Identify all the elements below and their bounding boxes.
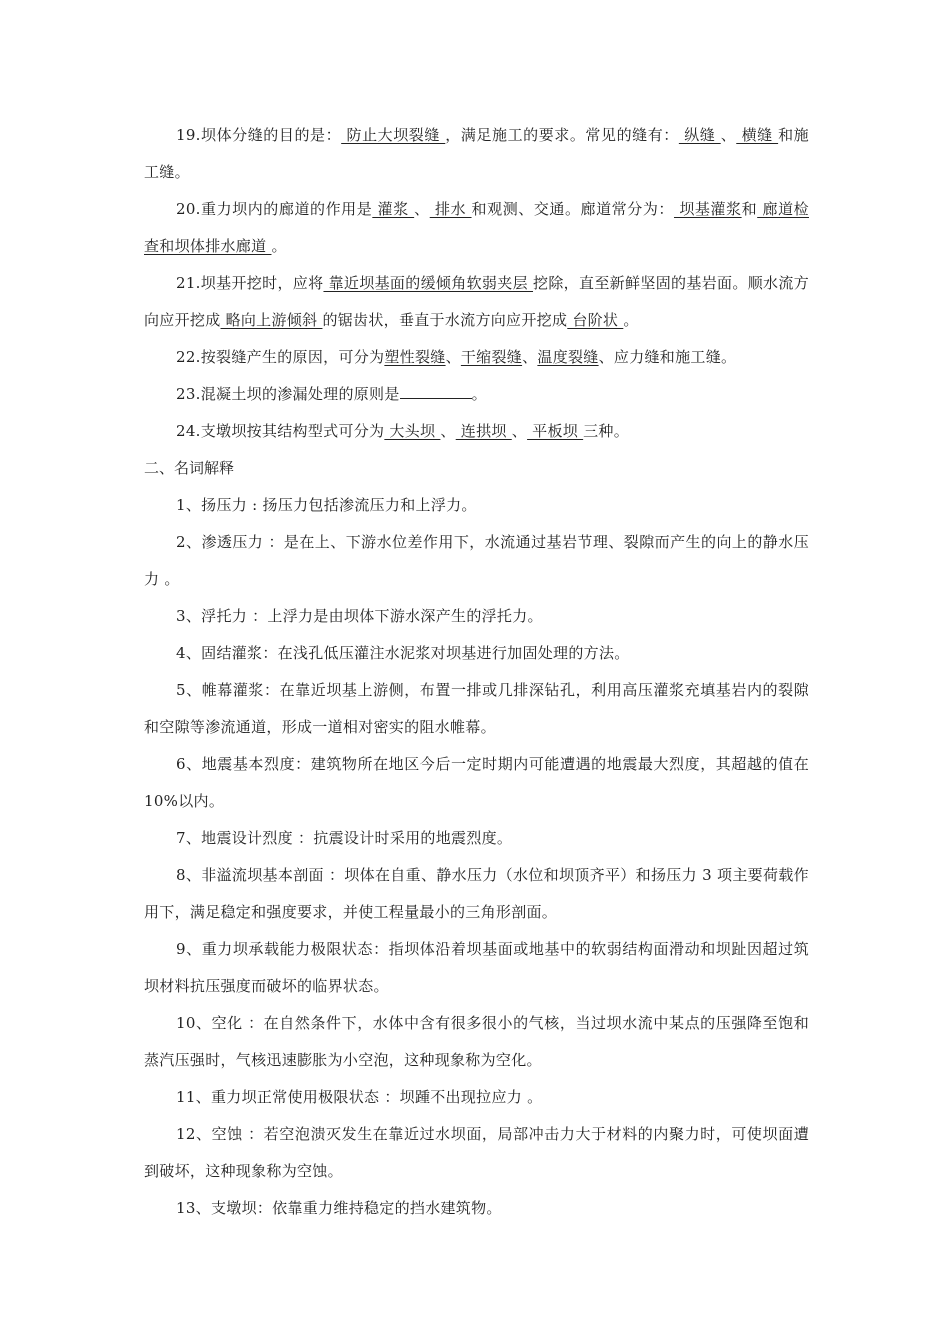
term-definition: 9、重力坝承载能力极限状态：指坝体沿着坝基面或地基中的软弱结构面滑动和坝趾因超过筑坝材料抗压强度而破坏的临界状态。 <box>144 940 809 995</box>
question-text: 。 <box>623 311 639 329</box>
term-definition: 5、帷幕灌浆：在靠近坝基上游侧，布置一排或几排深钻孔，利用高压灌浆充填基岩内的裂隙和空隙等渗流通道，形成一道相对密实的阻水帷幕。 <box>144 681 809 736</box>
term-definition: 1、扬压力 : 扬压力包括渗流压力和上浮力。 <box>176 496 477 514</box>
answer-underlined: 大头坝 <box>384 422 441 440</box>
answer-blank <box>400 384 472 399</box>
term-definition: 12、空蚀 ：若空泡溃灭发生在靠近过水坝面，局部冲击力大于材料的内聚力时，可使坝面遭到破坏，这种现象称为空蚀。 <box>144 1125 809 1180</box>
answer-underlined: 灌浆 <box>372 200 415 218</box>
answer-underlined: 平板坝 <box>527 422 584 440</box>
answer-underlined: 防止大坝裂缝 <box>341 126 446 144</box>
question-text: 21.坝基开挖时，应将 <box>176 274 324 292</box>
document-body <box>144 117 809 1227</box>
question-text: 22.按裂缝产生的原因，可分为 <box>176 348 385 366</box>
term-definition: 11、重力坝正常使用极限状态 ：坝踵不出现拉应力 。 <box>176 1088 543 1106</box>
question-text: 23.混凝土坝的渗漏处理的原则是 <box>176 385 400 403</box>
answer-underlined: 连拱坝 <box>455 422 512 440</box>
question-23 <box>144 376 809 413</box>
question-text: 的锯齿状，垂直于水流方向应开挖成 <box>322 311 568 329</box>
question-text: 20.重力坝内的廊道的作用是 <box>176 200 373 218</box>
term-definition: 8、非溢流坝基本剖面 ：坝体在自重、静水压力（水位和坝顶齐平）和扬压力 3 项主要荷载作用下，满足稳定和强度要求，并使工程量最小的三角形剖面。 <box>144 866 809 921</box>
answer-underlined: 排水 <box>429 200 472 218</box>
question-text: 19.坝体分缝的目的是： <box>176 126 342 144</box>
answer-underlined: 坝基灌浆 <box>673 200 742 218</box>
question-text: 和 <box>741 200 758 218</box>
answer-underlined: 横缝 <box>736 126 779 144</box>
question-text: 、 <box>414 200 430 218</box>
term-definition: 13、支墩坝：依靠重力维持稳定的挡水建筑物。 <box>176 1199 502 1217</box>
answer-underlined: 靠近坝基面的缓倾角软弱夹层 <box>323 274 534 292</box>
question-24 <box>144 413 809 450</box>
answer-underlined: 干缩裂缝 <box>460 348 523 366</box>
term-definition: 4、固结灌浆：在浅孔低压灌注水泥浆对坝基进行加固处理的方法。 <box>176 644 630 662</box>
question-text: 挖除，直至新鲜坚固的基岩面。顺水流方向应开挖成 <box>144 274 809 329</box>
question-text: 、 <box>440 422 456 440</box>
question-text: 、应力缝和施工缝。 <box>598 348 737 366</box>
term-definition: 7、地震设计烈度 ：抗震设计时采用的地震烈度。 <box>176 829 513 847</box>
question-text: 、 <box>720 126 737 144</box>
question-text: 24.支墩坝按其结构型式可分为 <box>176 422 385 440</box>
answer-underlined: 略向上游倾斜 <box>220 311 323 329</box>
question-text: 和观测、交通。廊道常分为： <box>471 200 674 218</box>
answer-underlined: 纵缝 <box>678 126 721 144</box>
question-text: 、 <box>511 422 528 440</box>
question-text: 。 <box>471 385 487 403</box>
term-definition: 3、浮托力 ：上浮力是由坝体下游水深产生的浮托力。 <box>176 607 543 625</box>
question-22 <box>144 339 809 376</box>
question-text: ，满足施工的要求。常见的缝有： <box>445 126 679 144</box>
question-text: 。 <box>271 237 287 255</box>
section-heading: 二、名词解释 <box>144 459 235 477</box>
answer-underlined: 塑性裂缝 <box>384 348 446 366</box>
question-text: 三种。 <box>583 422 630 440</box>
term-definition: 6、地震基本烈度：建筑物所在地区今后一定时期内可能遭遇的地震最大烈度，其超越的值在 10%以内。 <box>144 755 809 810</box>
answer-underlined: 温度裂缝 <box>537 348 599 366</box>
answer-underlined: 廊道检查和坝体排水廊道 <box>144 200 809 255</box>
question-20 <box>144 191 809 265</box>
question-text: 、 <box>522 348 538 366</box>
question-19 <box>144 117 809 191</box>
term-definition: 10、空化 ：在自然条件下，水体中含有很多很小的气核，当过坝水流中某点的压强降至饱和蒸汽压强时，气核迅速膨胀为小空泡，这种现象称为空化。 <box>144 1014 809 1069</box>
question-text: 、 <box>445 348 461 366</box>
term-definition: 2、渗透压力 ：是在上、下游水位差作用下，水流通过基岩节理、裂隙而产生的向上的静水压力 。 <box>144 533 809 588</box>
answer-underlined: 台阶状 <box>567 311 624 329</box>
question-21 <box>144 265 809 339</box>
question-text: 和施工缝。 <box>144 126 809 181</box>
